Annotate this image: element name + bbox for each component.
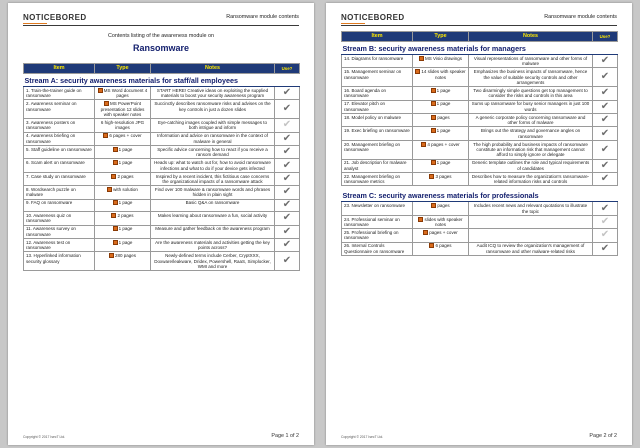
notes-cell: Two disarmingly simple questions get top management to consider the risks and controls in this area [469,87,593,100]
column-header-notes: Notes [151,64,275,74]
item-cell: 1. Train-the-trainer guide on ransomware [24,87,95,100]
notes-cell [469,215,593,228]
checkmark-icon[interactable]: ✔ [593,87,618,100]
checkmark-icon[interactable]: ✔ [275,186,300,199]
type-cell [95,199,151,212]
type-text: 1 page [436,160,451,166]
file-icon [103,133,108,138]
type-text: 14 slides with speaker notes [421,69,466,80]
checkmark-icon[interactable]: ✔ [275,199,300,212]
type-cell [413,55,469,68]
type-text: 6 high-resolution JPG images [100,120,145,131]
file-icon [418,217,423,222]
notes-cell: Inspired by a recent incident, this fictitious case concerns the organizational impacts of a ransomware attack [151,172,275,185]
file-icon [111,213,116,218]
type-cell [95,159,151,172]
type-cell [413,100,469,113]
file-icon [431,160,436,165]
notes-cell: START HERE! Creative ideas on exploiting the supplied materials to boost your security awareness program [151,87,275,100]
type-cell [413,242,469,255]
checkmark-icon[interactable]: ✔ [593,202,618,215]
item-cell: 5. Staff guideline on ransomware [24,146,95,159]
notes-cell: Describes how to measure the organization's ransomware-related information risks and controls [469,173,593,186]
file-icon [111,174,116,179]
notes-cell: Visual representations of ransomware and other forms of malware [469,55,593,68]
table-row [24,212,300,225]
notes-cell: Generic template outlines the role and typical requirements of candidates [469,159,593,172]
column-header-item: Item [24,64,95,74]
section-heading-row [24,74,300,87]
item-cell: 25. Professional briefing on ransomware [342,229,413,242]
table-header-row [24,64,300,74]
notes-cell: Find over 100 malware & ransomware words and phrases hidden in plain sight [151,186,275,199]
table-row [24,239,300,252]
type-cell [95,252,151,271]
checkmark-icon[interactable]: ✔ [593,127,618,140]
type-text: 6 pages + cover [109,133,142,139]
checkmark-icon[interactable]: ✔ [275,119,300,132]
file-icon [415,69,420,74]
checkmark-icon[interactable]: ✔ [593,173,618,186]
table-row [24,252,300,271]
notes-cell: Information and advice on ransomware in the context of malware in general [151,132,275,145]
column-header-type: Type [413,32,469,42]
type-cell [95,132,151,145]
type-text: 1 page [436,88,451,94]
type-text: 1 page [118,160,133,166]
header-title: Ransomware module contents [226,14,299,20]
section-a-heading: Stream A: security awareness materials for staff/all employees [24,74,300,87]
checkmark-icon[interactable]: ✔ [593,159,618,172]
file-icon [429,243,434,248]
notes-cell: Succinctly describes ransomware risks and advises on the key controls in just a dozen slides [151,100,275,119]
type-text: MS PowerPoint presentation 12 slides with speaker notes [100,101,145,118]
section-b-heading: Stream B: security awareness materials for managers [342,42,618,55]
table-row [342,202,618,215]
type-text: MS Visio drawings [425,55,462,61]
file-icon [104,101,109,106]
type-cell [413,229,469,242]
type-text: 1 page [118,226,133,232]
type-cell [95,212,151,225]
notes-cell: Basic Q&A on ransomware [151,199,275,212]
table-row [24,199,300,212]
item-cell: 8. Wordsearch puzzle on malware [24,186,95,199]
item-cell: 4. Awareness briefing on ransomware [24,132,95,145]
table-row [342,100,618,113]
file-icon [113,200,118,205]
notes-cell: Eye-catching images coupled with simple messages to both intrigue and inform [151,119,275,132]
brand-logo: NOTICEBORED [23,13,87,22]
type-cell [413,173,469,186]
checkmark-icon[interactable]: ✔ [275,100,300,119]
notes-cell: Are the awareness materials and activities getting the key points across? [151,239,275,252]
notes-cell: The high probability and business impacts of ransomware constitute an information risk that management cannot afford to simply ignore or delegate [469,140,593,159]
file-icon [421,142,426,147]
file-icon [419,56,424,61]
type-cell [95,100,151,119]
checkmark-icon[interactable]: ✔ [275,252,300,271]
type-text: pages [437,114,450,120]
item-cell: 17. Elevator pitch on ransomware [342,100,413,113]
type-cell [95,225,151,238]
checkmark-icon[interactable]: ✔ [275,132,300,145]
checkmark-icon[interactable]: ✔ [593,100,618,113]
type-text: 1 page [436,101,451,107]
type-cell [413,127,469,140]
file-icon [98,88,103,93]
item-cell: 12. Awareness test on ransomware [24,239,95,252]
notes-cell: Makes learning about ransomware a fun, social activity [151,212,275,225]
type-text: 2 pages [117,173,134,179]
checkmark-icon[interactable]: ✔ [275,172,300,185]
checkmark-icon[interactable]: ✔ [593,55,618,68]
type-cell [413,87,469,100]
file-icon [113,160,118,165]
item-cell: 9. FAQ on ransomware [24,199,95,212]
header-rule [23,25,299,26]
page-number: Page 2 of 2 [589,433,617,439]
section-heading-row [342,42,618,55]
document-title: Ransomware [132,43,190,53]
table-row [342,215,618,228]
table-row [24,87,300,100]
type-cell [413,202,469,215]
notes-cell: Heads up: what to watch out for, how to avoid ransomware infections and what to do if your device gets infected [151,159,275,172]
checkmark-icon[interactable]: ✔ [593,140,618,159]
table-row [342,55,618,68]
type-cell [95,172,151,185]
type-text: 1 page [118,146,133,152]
item-cell: 24. Professional seminar on ransomware [342,215,413,228]
checkmark-icon[interactable]: ✔ [275,212,300,225]
file-icon [431,101,436,106]
type-cell [413,140,469,159]
type-cell [413,159,469,172]
type-text: 6 pages [435,243,452,249]
table-row [342,173,618,186]
column-header-use: Use? [275,64,300,74]
type-cell [413,68,469,87]
item-cell: 26. Internal Controls Questionnaire on ransomware [342,242,413,255]
item-cell: 23. Newsletter on ransomware [342,202,413,215]
item-cell: 14. Diagrams for ransomware [342,55,413,68]
notes-cell: Emphasizes the business impacts of ransomware, hence the value of suitable security controls and other arrangements [469,68,593,87]
page-header [23,13,299,25]
page-header [341,13,617,25]
item-cell: 15. Management seminar on ransomware [342,68,413,87]
type-text: 1 page [118,200,133,206]
type-cell [413,215,469,228]
notes-cell: Newly-defined terms include Cerber, CryptXXX, Doxware/leakware, Dridex, Powershell, RaaS, Simplocker, WMI and more [151,252,275,271]
type-text: 2 pages [117,213,134,219]
item-cell: 3. Awareness posters on ransomware [24,119,95,132]
type-text: slides with speaker notes [424,216,463,228]
table-row [24,186,300,199]
type-text: 280 pages [114,253,137,259]
type-text: with solution [113,187,138,193]
notes-cell: Includes recent news and relevant quotations to illustrate the topic [469,202,593,215]
table-row [342,127,618,140]
notes-cell: Sums up ransomware for busy senior managers in just 100 words [469,100,593,113]
header-rule [341,25,617,26]
notes-cell: Audit ICQ to review the organization's management of ransomware and other malware-related risks [469,242,593,255]
table-row [24,159,300,172]
checkmark-icon[interactable]: ✔ [275,146,300,159]
type-cell [95,146,151,159]
item-cell: 21. Job description for malware analyst [342,159,413,172]
item-cell: 19. Exec briefing on ransomware [342,127,413,140]
type-cell [95,239,151,252]
file-icon [109,253,114,258]
item-cell: 13. Hyperlinked information security glossary [24,252,95,271]
contents-table [341,31,618,256]
logo-underline [341,23,365,24]
item-cell: 22. Management briefing on ransomware metrics [342,173,413,186]
item-cell: 10. Awareness quiz on ransomware [24,212,95,225]
table-row [24,132,300,145]
column-header-notes: Notes [469,32,593,42]
file-icon [431,115,436,120]
checkmark-icon[interactable]: ✔ [593,215,618,228]
item-cell: 7. Case study on ransomware [24,172,95,185]
brand-logo: NOTICEBORED [341,13,405,22]
type-cell [413,114,469,127]
table-row [342,87,618,100]
type-cell [95,186,151,199]
contents-table [23,63,300,271]
column-header-item: Item [342,32,413,42]
intro-text: Contents listing of the awareness module on [107,33,215,39]
table-row [24,172,300,185]
table-row [342,140,618,159]
type-cell [95,87,151,100]
checkmark-icon[interactable]: ✔ [593,242,618,255]
file-icon [107,187,112,192]
checkmark-icon[interactable]: ✔ [593,229,618,242]
file-icon [431,128,436,133]
file-icon [429,174,434,179]
document-page-1 [8,3,314,445]
checkmark-icon[interactable]: ✔ [275,239,300,252]
notes-cell [469,229,593,242]
item-cell: 20. Management briefing on ransomware [342,140,413,159]
type-text: 4 pages + cover [427,141,460,147]
checkmark-icon[interactable]: ✔ [593,114,618,127]
checkmark-icon[interactable]: ✔ [275,87,300,100]
table-row [24,119,300,132]
column-header-use: Use? [593,32,618,42]
table-header-row [342,32,618,42]
copyright-notice: Copyright © 2017 IsecT Ltd. [341,435,384,439]
file-icon [113,147,118,152]
table-row [24,146,300,159]
item-cell: 18. Model policy on malware [342,114,413,127]
checkmark-icon[interactable]: ✔ [275,159,300,172]
type-text: pages + cover [429,230,458,236]
notes-cell: Brings out the strategy and governance angles on ransomware [469,127,593,140]
file-icon [113,226,118,231]
table-row [342,242,618,255]
type-text: 1 page [118,239,133,245]
copyright-notice: Copyright © 2017 IsecT Ltd. [23,435,66,439]
notes-cell: Measure and gather feedback on the awareness program [151,225,275,238]
table-row [24,100,300,119]
type-text: 1 page [436,128,451,134]
table-row [342,114,618,127]
item-cell: 6. Scam alert on ransomware [24,159,95,172]
item-cell: 16. Board agenda on ransomware [342,87,413,100]
header-title: Ransomware module contents [544,14,617,20]
type-text: MS Word document 4 pages [103,87,148,99]
table-row [342,68,618,87]
type-cell [95,119,151,132]
item-cell: 2. Awareness seminar on ransomware [24,100,95,119]
document-page-2 [326,3,632,445]
item-cell: 11. Awareness survey on ransomware [24,225,95,238]
page-number: Page 1 of 2 [271,433,299,439]
checkmark-icon[interactable]: ✔ [275,225,300,238]
file-icon [113,240,118,245]
notes-cell: Specific advice concerning how to react if you receive a ransom demand [151,146,275,159]
section-heading-row [342,186,618,202]
checkmark-icon[interactable]: ✔ [593,68,618,87]
section-c-heading: Stream C: security awareness materials for professionals [342,186,618,202]
table-row [24,225,300,238]
type-text: 3 pages [435,173,452,179]
notes-cell: A generic corporate policy concerning ransomware and other forms of malware [469,114,593,127]
type-text: pages [437,203,450,209]
column-header-type: Type [95,64,151,74]
file-icon [431,203,436,208]
table-row [342,159,618,172]
file-icon [431,88,436,93]
file-icon [423,230,428,235]
table-row [342,229,618,242]
logo-underline [23,23,47,24]
